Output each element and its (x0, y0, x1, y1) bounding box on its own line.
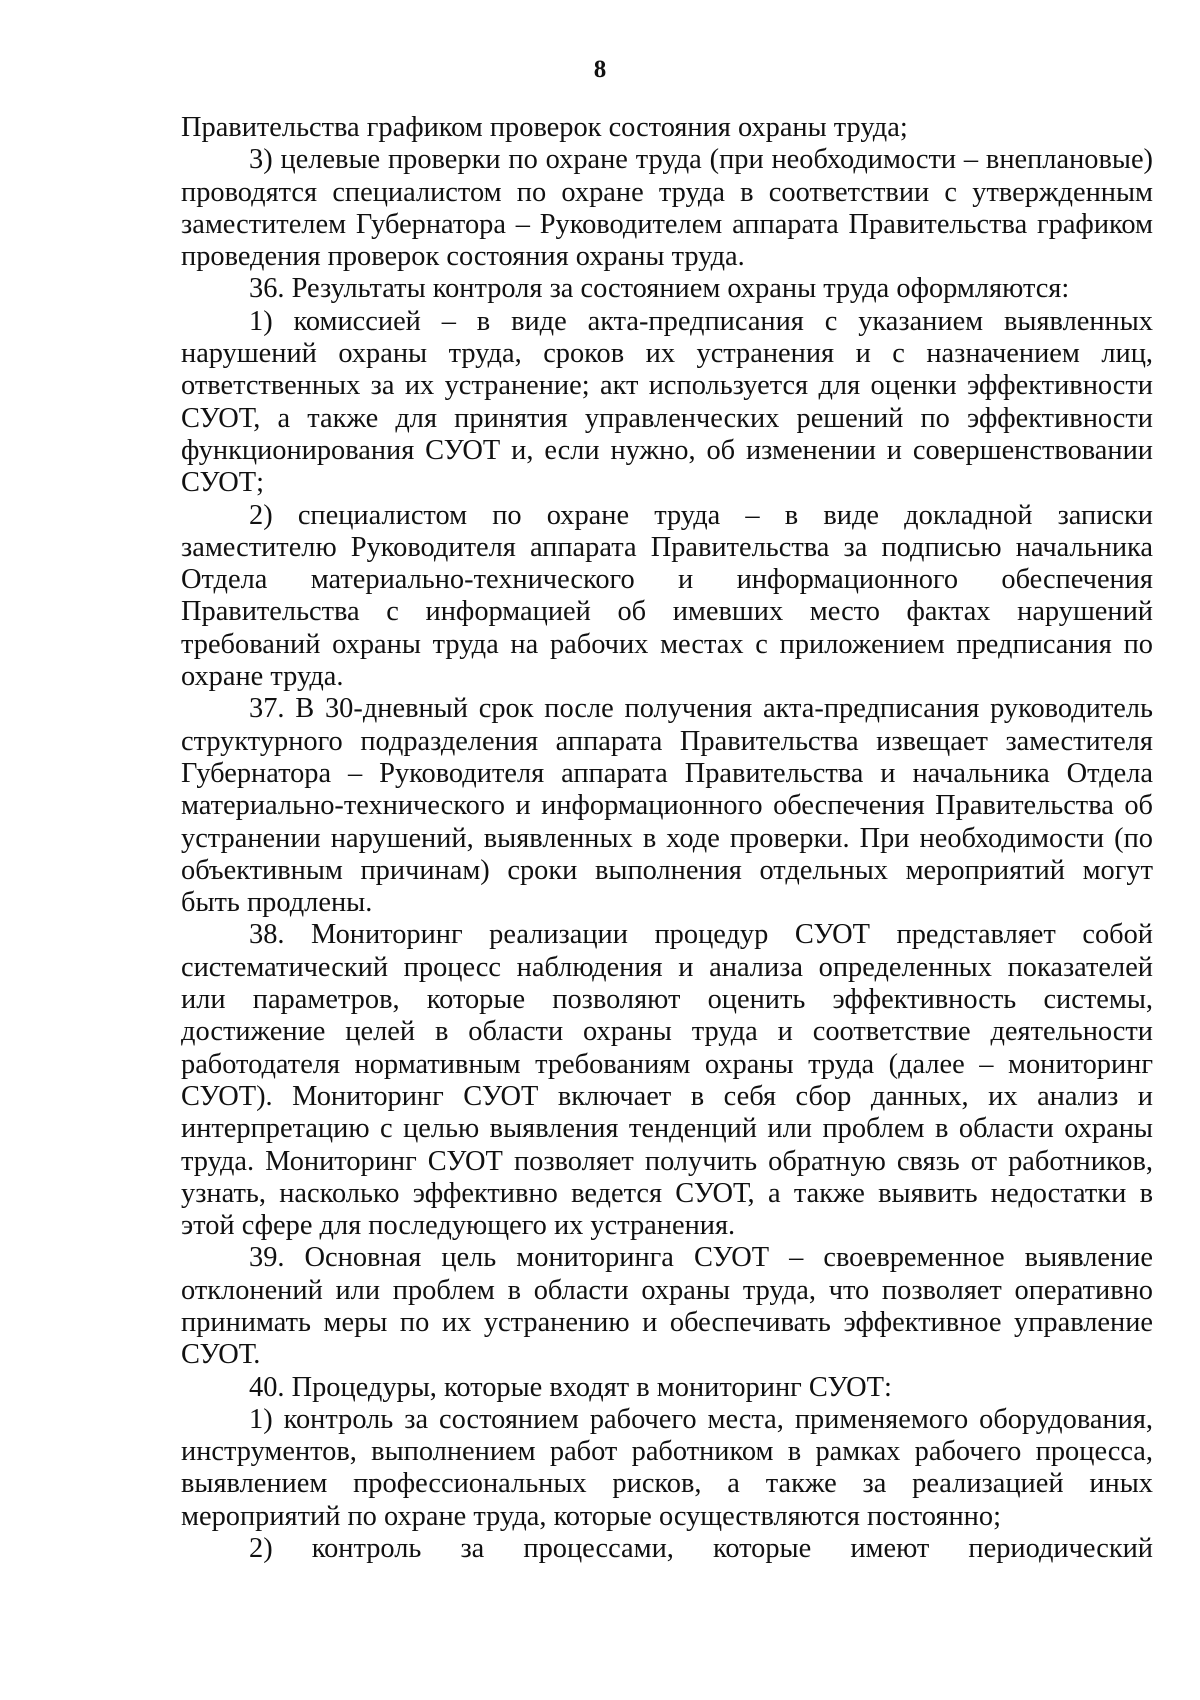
paragraph: 40. Процедуры, которые входят в мониторинг СУОТ: (249, 1371, 892, 1403)
paragraph: 1) контроль за состоянием рабочего места, применяемого оборудования, инструментов, выполнением работ работником в рамках рабочего процесса, выявлением профессиональных рисков, а также за реализацией иных мероприятий по охране труда, которые осуществляются постоянно; (181, 1403, 1153, 1532)
page-number: 8 (593, 56, 607, 83)
paragraph: 37. В 30-дневный срок после получения акта-предписания руководитель структурного подразделения аппарата Правительства извещает заместителя Губернатора – Руководителя аппарата Правительства и начальника Отдела материально-технического и информационного обеспечения Правительства об устранении нарушений, выявленных в ходе проверки. При необходимости (по объективным причинам) сроки выполнения отдельных мероприятий могут быть продлены. (181, 693, 1153, 919)
document-body (181, 112, 1153, 1565)
paragraph: 1) комиссией – в виде акта-предписания с указанием выявленных нарушений охраны труда, сроков их устранения и с назначением лиц, ответственных за их устранение; акт используется для оценки эффективности СУОТ, а также для принятия управленческих решений по эффективности функционирования СУОТ и, если нужно, об изменении и совершенствовании СУОТ; (181, 305, 1153, 499)
paragraph: 2) специалистом по охране труда – в виде докладной записки заместителю Руководителя аппарата Правительства за подписью начальника Отдела материально-технического и информационного обеспечения Правительства с информацией об имевших место фактах нарушений требований охраны труда на рабочих местах с приложением предписания по охране труда. (181, 499, 1153, 693)
paragraph: 38. Мониторинг реализации процедур СУОТ представляет собой систематический процесс наблюдения и анализа определенных показателей или параметров, которые позволяют оценить эффективность системы, достижение целей в области охраны труда и соответствие деятельности работодателя нормативным требованиям охраны труда (далее – мониторинг СУОТ). Мониторинг СУОТ включает в себя сбор данных, их анализ и интерпретацию с целью выявления тенденций или проблем в области охраны труда. Мониторинг СУОТ позволяет получить обратную связь от работников, узнать, насколько эффективно ведется СУОТ, а также выявить недостатки в этой сфере для последующего их устранения. (181, 919, 1153, 1242)
paragraph: Правительства графиком проверок состояния охраны труда; (181, 112, 908, 143)
paragraph: 2) контроль за процессами, которые имеют периодический (249, 1533, 1153, 1565)
paragraph: 36. Результаты контроля за состоянием охраны труда оформляются: (249, 273, 1070, 305)
paragraph: 39. Основная цель мониторинга СУОТ – своевременное выявление отклонений или проблем в области охраны труда, что позволяет оперативно принимать меры по их устранению и обеспечивать эффективное управление СУОТ. (181, 1242, 1153, 1371)
paragraph: 3) целевые проверки по охране труда (при необходимости – внеплановые) проводятся специалистом по охране труда в соответствии с утвержденным заместителем Губернатора – Руководителем аппарата Правительства графиком проведения проверок состояния охраны труда. (181, 144, 1153, 273)
